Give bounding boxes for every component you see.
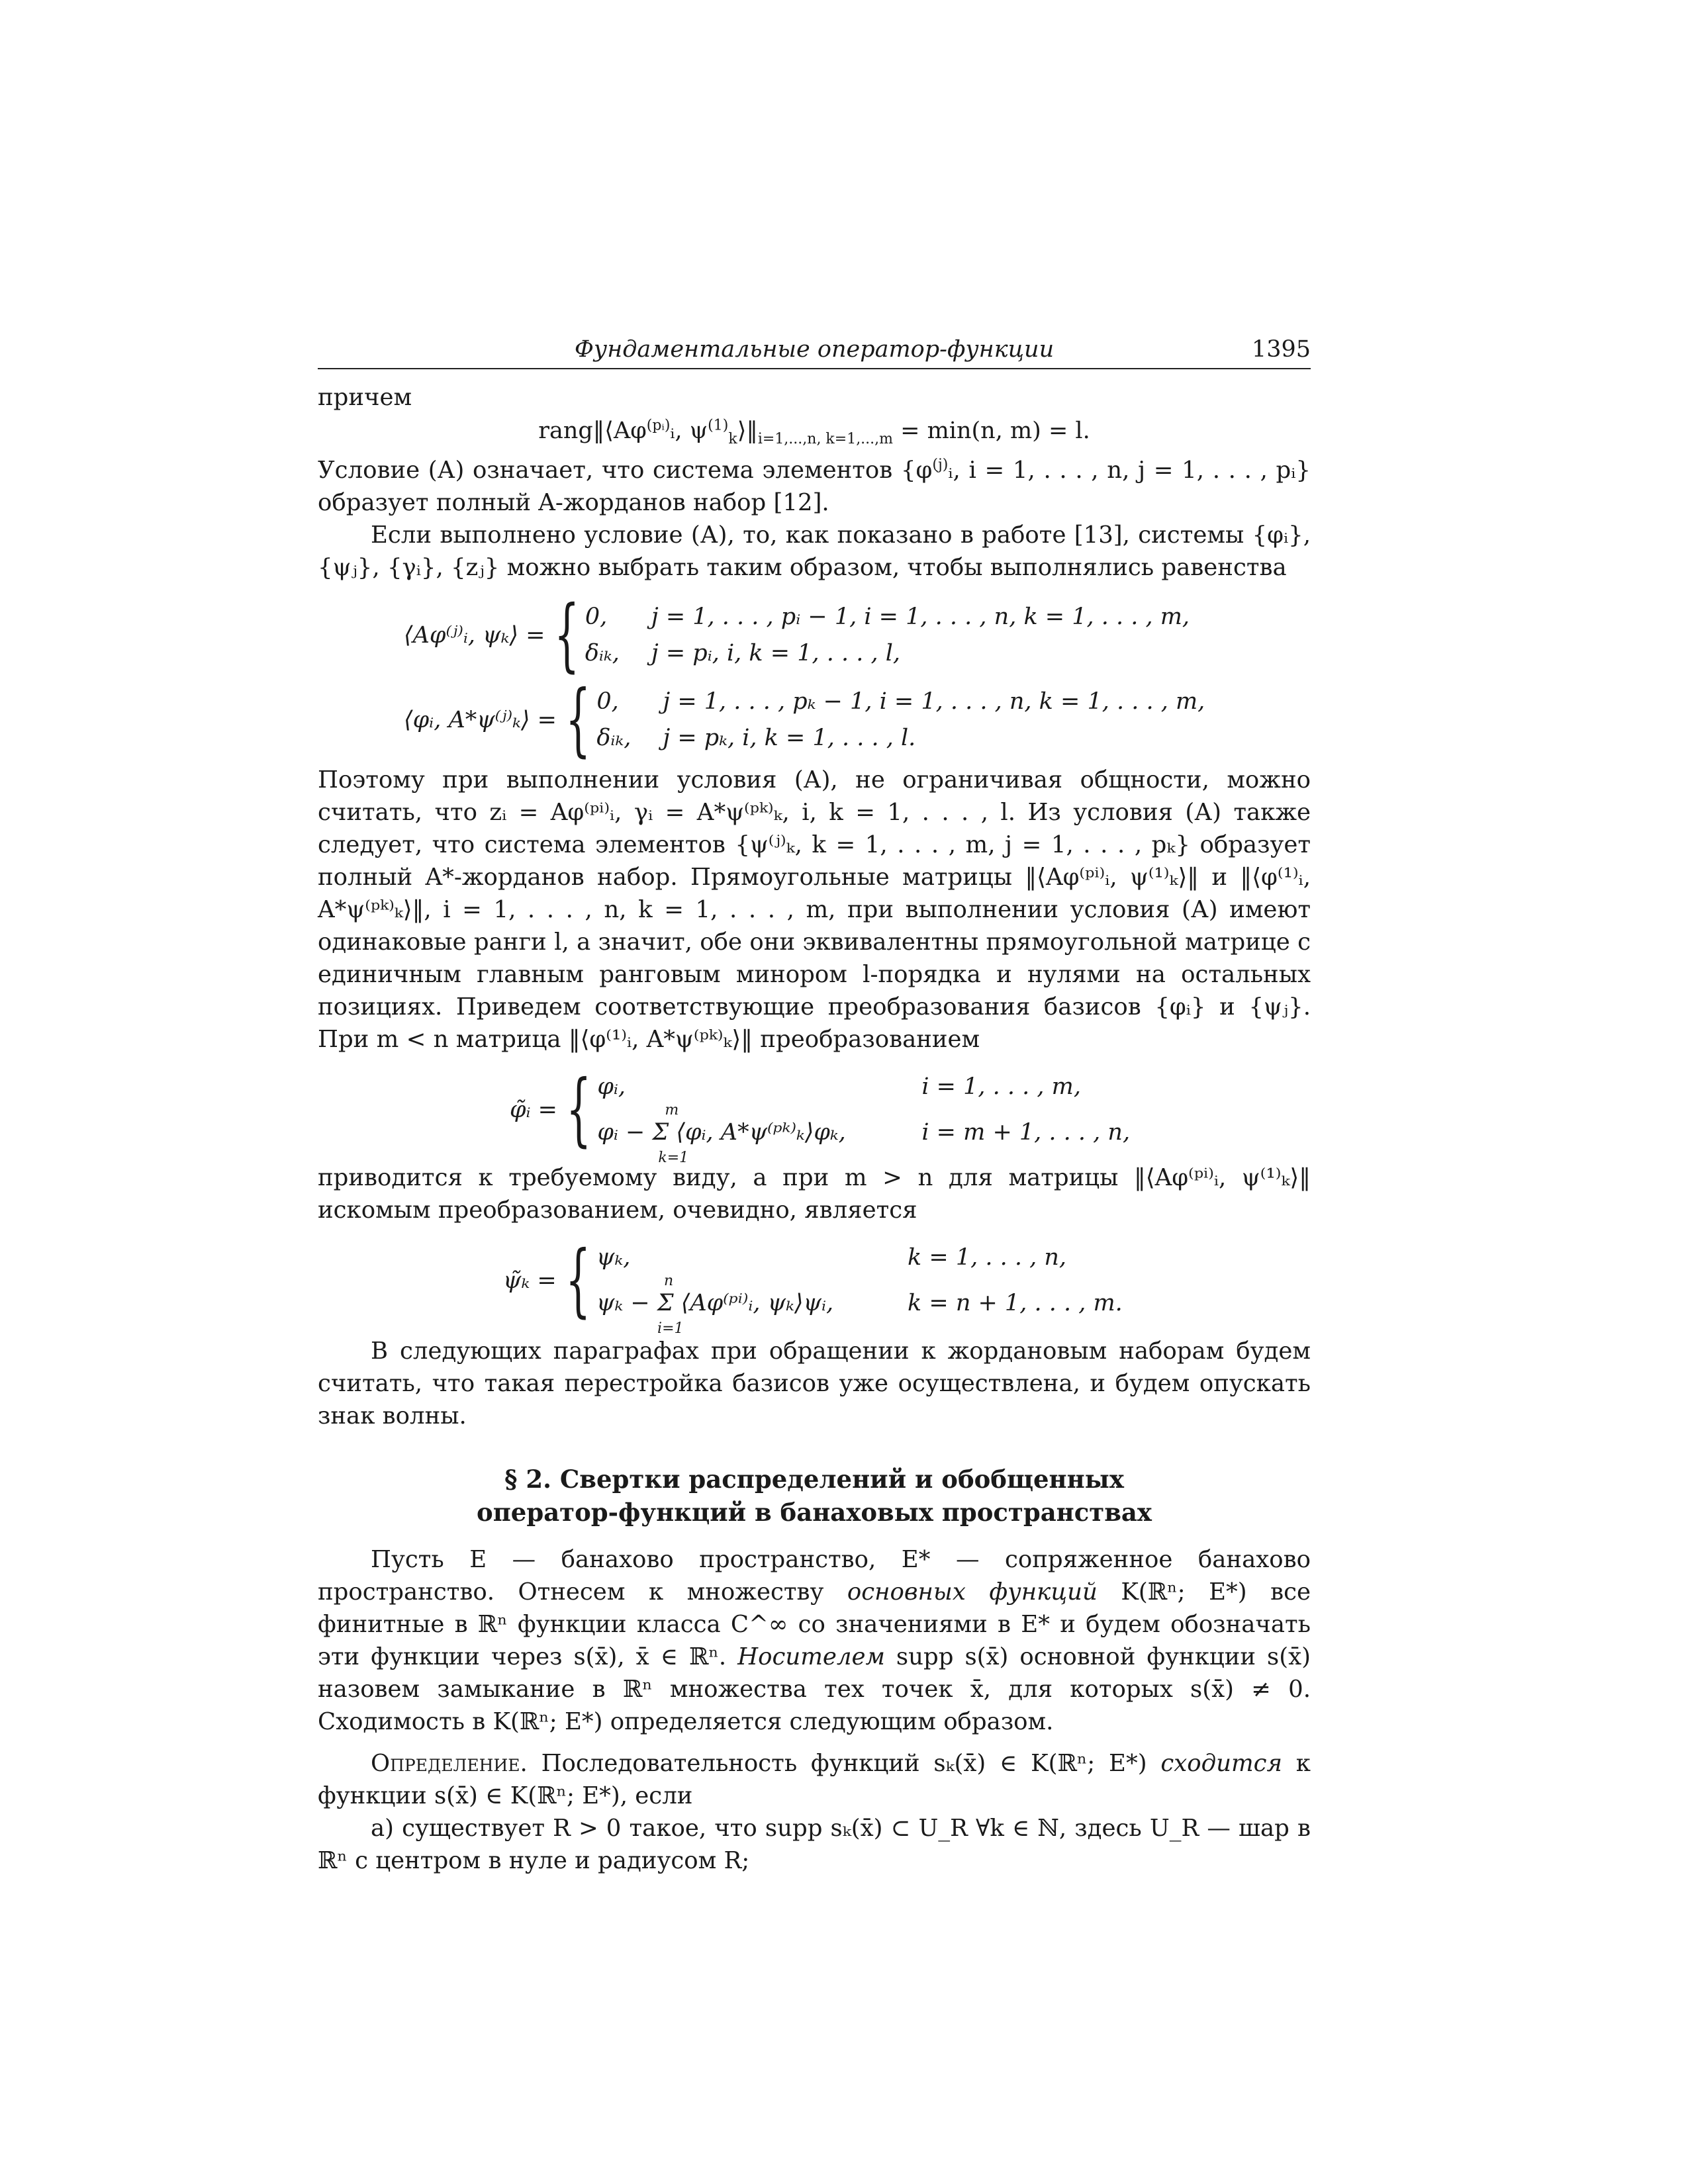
definition-label: Определение. (371, 1750, 528, 1777)
paragraph-therefore: Поэтому при выполнении условия (А), не ограничивая общности, можно считать, что zᵢ = Aφ⁽ᵖⁱ⁾ᵢ, γᵢ = A*ψ⁽ᵖᵏ⁾ₖ, i, k = 1, . . . , l. Из условия (А) также следует, что система элементов {ψ⁽ʲ⁾ₖ, k = 1, . . . , m, j = 1, . . . , pₖ} образует полный A*-жорданов набор. Прямоугольные матрицы ‖⟨Aφ⁽ᵖⁱ⁾ᵢ, ψ⁽¹⁾ₖ⟩‖ и ‖⟨φ⁽¹⁾ᵢ, A*ψ⁽ᵖᵏ⁾ₖ⟩‖, i = 1, . . . , n, k = 1, . . . , m, при выполнении условия (А) имеют одинаковые ранги l, а значит, обе они эквивалентны прямоугольной матрице с единичным главным ранговым минором l-порядка и нулями на остальных позициях. Приведем соответствующие преобразования базисов {φᵢ} и {ψⱼ}. При m < n матрица ‖⟨φ⁽¹⁾ᵢ, A*ψ⁽ᵖᵏ⁾ₖ⟩‖ преобразованием (318, 766, 1311, 1053)
let-em-support: Носителем (737, 1643, 885, 1670)
paragraph-item-a: а) существует R > 0 такое, что supp sₖ(x̄) ⊂ U_R ∀k ∈ ℕ, здесь U_R — шар в ℝⁿ с центром в нуле и радиусом R; (318, 1815, 1311, 1874)
eq2-lhs: ⟨φᵢ, A*ψ⁽ʲ⁾ₖ⟩ = (404, 706, 557, 733)
eq-rang-sub2: k (728, 431, 737, 447)
eq3-row2-val-wrap (597, 1102, 921, 1166)
eq4-cases (596, 1242, 1123, 1337)
equation-2 (404, 674, 1311, 766)
eq-rang-rhs: = min(n, m) = l. (893, 418, 1090, 444)
section-title (318, 1463, 1311, 1529)
let-text-3: supp s(x̄) основной функции s(x̄) назовем замыкание в ℝⁿ множества тех точек x̄, для которых s(x̄) ≠ 0. Сходимость в K(ℝⁿ; E*) определяется следующим образом. (318, 1643, 1311, 1735)
paragraph-condition-a (318, 454, 1311, 519)
eq3-row2-val: φᵢ − Σ ⟨φᵢ, A*ψ⁽ᵖᵏ⁾ₖ⟩φₖ, (597, 1119, 846, 1146)
page (318, 331, 1311, 1877)
eq1-row1-val: 0, (585, 604, 608, 630)
equation-rang (318, 415, 1311, 447)
condA-text-1: Условие (А) означает, что система элементов {φ (318, 457, 933, 484)
section-title-line-2: оператор-функций в банаховых пространствах (477, 1498, 1152, 1527)
eq4-sum-bottom: i=1 (657, 1320, 684, 1337)
definition-text-2: к функции s(x̄) ∈ K(ℝⁿ; E*), если (318, 1750, 1311, 1809)
condA-sup: (j) (932, 457, 949, 474)
eq1-row2-cond: j = pᵢ, i, k = 1, . . . , l, (651, 640, 901, 666)
eq-rang-sup2: (1) (708, 417, 729, 434)
eq1-row1-cond: j = 1, . . . , pᵢ − 1, i = 1, . . . , n, k = 1, . . . , m, (651, 604, 1190, 630)
let-em-basic-functions: основных функций (847, 1578, 1098, 1606)
eq4-sum-top: n (664, 1273, 674, 1289)
eq4-row2-val-wrap (596, 1273, 908, 1337)
definition-em-converges: сходится (1160, 1750, 1283, 1777)
eq2-cases (596, 686, 1205, 754)
eq4-row2-cond: k = n + 1, . . . , m. (908, 1290, 1123, 1316)
eq-rang-sup: (pᵢ) (646, 417, 671, 434)
section-title-line-1: § 2. Свертки распределений и обобщенных (504, 1465, 1124, 1494)
paragraph-prichem: причем (318, 384, 412, 411)
eq1-lhs: ⟨Aφ⁽ʲ⁾ᵢ, ψₖ⟩ = (404, 621, 545, 649)
eq3-sum-bottom: k=1 (658, 1150, 689, 1166)
paragraph-next-sections: В следующих параграфах при обращении к жордановым наборам будем считать, что такая перестройка базисов уже осуществлена, и будем опускать знак волны. (318, 1338, 1311, 1430)
running-header (318, 331, 1311, 369)
eq1-row2-val: δᵢₖ, (585, 640, 620, 666)
let-text-1: Пусть E — банахово пространство, E* — сопряженное банахово пространство. Отнесем к множеству (318, 1546, 1311, 1606)
condA-text-2: ᵢ, i = 1, . . . , n, j = 1, . . . , pᵢ} образует полный A-жорданов набор [12]. (318, 457, 1311, 516)
eq4-row2-val: ψₖ − Σ ⟨Aφ⁽ᵖⁱ⁾ᵢ, ψₖ⟩ψᵢ, (596, 1290, 834, 1316)
eq2-row2-val: δᵢₖ, (596, 725, 632, 751)
eq1-cases (585, 601, 1190, 670)
paragraph-definition (318, 1747, 1311, 1812)
eq3-lhs: φ̃ᵢ = (510, 1096, 557, 1123)
let-text-2: K(ℝⁿ; E*) все финитные в ℝⁿ функции класса C^∞ со значениями в E* и будем обозначать эти функции через s(x̄), x̄ ∈ ℝⁿ. (318, 1578, 1311, 1670)
eq2-row2-cond: j = pₖ, i, k = 1, . . . , l. (663, 725, 916, 751)
eq2-row1-val: 0, (596, 688, 619, 715)
eq3-cases (597, 1071, 1131, 1166)
paragraph-if-condition: Если выполнено условие (А), то, как показано в работе [13], системы {φᵢ}, {ψⱼ}, {γᵢ}, {zⱼ} можно выбрать таким образом, чтобы выполнялись равенства (318, 522, 1311, 581)
eq1-brace: { (553, 589, 579, 681)
eq3-sum-top: m (665, 1102, 679, 1118)
eq3-row1-val: φᵢ, (597, 1073, 626, 1100)
equation-1 (404, 589, 1311, 681)
eq3-row1-cond: i = 1, . . . , m, (921, 1073, 1081, 1100)
eq4-lhs: ψ̃ₖ = (503, 1267, 557, 1294)
definition-text-1: Последовательность функций sₖ(x̄) ∈ K(ℝⁿ; E*) (527, 1750, 1161, 1777)
eq-rang-lhs: rang‖⟨Aφ (538, 418, 647, 444)
eq3-brace: { (566, 1064, 592, 1156)
eq4-row1-cond: k = 1, . . . , n, (908, 1244, 1067, 1271)
eq-rang-index: i=1,...,n, k=1,...,m (757, 431, 894, 447)
running-title: Фундаментальные оператор-функции (574, 336, 1055, 363)
eq2-row1-cond: j = 1, . . . , pₖ − 1, i = 1, . . . , n, k = 1, . . . , m, (663, 688, 1205, 715)
eq3-row2-cond: i = m + 1, . . . , n, (921, 1119, 1131, 1146)
eq4-brace: { (565, 1234, 590, 1326)
page-number: 1395 (1251, 336, 1311, 363)
eq-rang-mid: ᵢ, ψ (670, 418, 708, 444)
eq4-row1-val: ψₖ, (596, 1244, 631, 1271)
paragraph-let-e-banach (318, 1543, 1311, 1738)
equation-3 (510, 1064, 1311, 1166)
paragraph-reduces: приводится к требуемому виду, а при m > n для матрицы ‖⟨Aφ⁽ᵖⁱ⁾ᵢ, ψ⁽¹⁾ₖ⟩‖ искомым преобразованием, очевидно, является (318, 1164, 1311, 1224)
eq-rang-tail: ⟩‖ (737, 418, 758, 444)
eq2-brace: { (565, 674, 591, 766)
equation-4 (503, 1234, 1311, 1337)
